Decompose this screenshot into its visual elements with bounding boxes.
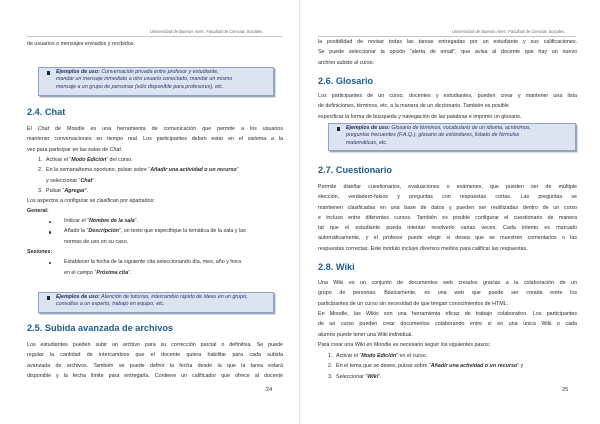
emphasis-text: Chat: [109, 146, 121, 153]
page-number: 24: [266, 387, 273, 393]
general-continuation: normas de uso en su caso.: [64, 239, 129, 245]
subida-paragraph-line: Los estudiantes pueden subir un archivo para su corrección parcial o definitiva. Se puede: [27, 342, 283, 348]
general-item: Indicar el “Nombre de la sala”.: [64, 218, 138, 224]
subida-paragraph-line: avanzada de archivos. También se puede definir la fecha desde la que la tarea estará: [27, 362, 283, 369]
chat-paragraph-line: vez para participar en las salas de Chat.: [27, 146, 123, 153]
wiki-paragraph-1: [318, 278, 577, 309]
subida-paragraph-line: disponible y la fecha límite para entregarla. Contiene un calificador que ofrece al docente: [27, 372, 283, 379]
cuestionario-paragraph: [318, 182, 577, 254]
section-heading-chat: 2.4. Chat: [27, 107, 66, 117]
page-right: [300, 0, 600, 424]
cuestionario-paragraph-line: elección, verdadero-falsos y preguntas con respuestas cortas. Las preguntas se: [318, 194, 577, 201]
glosario-paragraph-line: especificar la forma de búsqueda y navegación de las palabras e imprimir un glosario.: [318, 113, 522, 120]
section-heading-cuestionario: 2.7. Cuestionario: [318, 165, 393, 175]
wiki-step-item: Activar el “Modo Edición” en el curso.: [336, 353, 428, 359]
intro-paragraph-line: Se puede seleccionar la opción “alerta de email”, que avisa al docente que hay un nuevo: [318, 49, 577, 56]
glosario-paragraph-line: Los participantes de un curso, docentes y estudiantes, pueden crear y mantener una lista: [318, 93, 577, 99]
sesiones-item: Establecer la fecha de la siguiente cita seleccionando día, mes, año y hora: [64, 259, 242, 265]
wiki-paragraph-2-line: alumno puede tener una Wiki individual.: [318, 331, 413, 338]
example-label: Ejemplos de uso:: [56, 293, 100, 300]
wiki-paragraph-2-line: En Moodle, las Wikis son una herramienta eficaz de trabajo colaborativo. Los participantes: [318, 311, 577, 317]
general-label: General:: [27, 208, 49, 214]
subida-paragraph: [27, 340, 283, 381]
square-bullet-icon: [337, 127, 340, 130]
config-intro: Los aspectos a configurar se clasifican por apartados:: [27, 198, 155, 204]
wiki-paragraph-1-line: Una Wiki es un conjunto de documentos web creados gracias a la colaboración de un: [318, 280, 577, 286]
example-text: mandar un mensaje inmediato a otro usuario conectado, mandar un mismo: [56, 76, 233, 83]
bullet-dot: [49, 221, 51, 223]
sesiones-label: Sesiones:: [27, 249, 53, 255]
wiki-step-item: Seleccionar “Wiki”.: [336, 373, 382, 380]
wiki-step-item: En el tema que se desee, pulsar sobre “Añadir una actividad o un recurso” y: [336, 363, 524, 370]
example-text: mensaje a un grupo de personas (sólo disponible para profesores), etc.: [56, 84, 224, 91]
running-header: Universidad de Buenos Aires. Facultad de Ciencias Sociales.: [452, 29, 566, 34]
example-box-glosario: [328, 123, 576, 151]
bullet-dot: [49, 262, 51, 264]
sesiones-continuation: en el campo “Próxima cita”.: [64, 270, 132, 276]
cuestionario-paragraph-line: mantienen clasificadas en una base de datos y pueden ser reutilizadas dentro de un curso: [318, 204, 577, 211]
chat-step-item: y seleccionar “Chat”.: [46, 177, 96, 184]
example-box-chat: [38, 292, 274, 313]
chat-step-number: 3.: [38, 187, 43, 194]
example-label: Ejemplos de uso:: [56, 68, 100, 75]
chat-step-item: En la semana/tema oportuno, pulsar sobre “Añadir una actividad o un recurso”: [46, 167, 239, 174]
wiki-step-number: 1.: [328, 353, 333, 359]
example-label: Ejemplos de uso:: [346, 124, 390, 131]
cuestionario-paragraph-line: Permite diseñar cuestionarios, evaluaciones o exámenes, que pueden ser de múltiple: [318, 184, 577, 190]
cuestionario-paragraph-line: automáticamente, y el profesor puede elegir si desea que se muestren comentarios o las: [318, 235, 577, 242]
chat-step-number: 2.: [38, 167, 43, 174]
chat-paragraph-line: El Chat de Moodle es una herramienta de comunicación que permite a los usuarios: [27, 126, 283, 132]
square-bullet-icon: [47, 71, 50, 74]
square-bullet-icon: [47, 296, 50, 299]
chat-step-number: 1.: [38, 157, 43, 163]
chat-paragraph-line: mantener conversaciones en tiempo real. Los participantes deben estar en el sistema a la: [27, 136, 283, 143]
example-text: Glosario de términos, vocabulario de un idioma, acrónimos,: [391, 124, 531, 131]
example-text: matemáticas, etc.: [346, 140, 388, 147]
general-item: Añadir la “Descripción”, un texto que especifique la temática de la sala y las: [64, 228, 246, 235]
bullet-dot: [49, 231, 51, 233]
example-text: Conversación privada entre profesor y estudiante,: [101, 68, 219, 75]
wiki-step-number: 2.: [328, 363, 333, 370]
glosario-paragraph-line: de definiciones, términos, etc, a la manera de un diccionario. También es posible: [318, 103, 509, 110]
wiki-step-number: 3.: [328, 373, 333, 380]
example-box-messages: [38, 67, 274, 96]
intro-paragraph: [318, 37, 577, 68]
intro-line: de usuarios o mensajes enviados y recibidos.: [27, 41, 135, 47]
header-rule: [27, 36, 282, 37]
example-text: preguntas frecuentes (F.A.Q.), glosario de estándares, listado de fórmulas: [346, 132, 520, 139]
subida-paragraph-line: regular la cantidad de intercambios que el docente quiera habilitar para cada subida: [27, 352, 283, 359]
page-number: 25: [562, 387, 569, 393]
emphasis-text: Chat: [37, 126, 50, 132]
glosario-paragraph: [318, 91, 577, 122]
chat-paragraph: [27, 124, 283, 155]
intro-paragraph-line: archivo subido al curso.: [318, 59, 375, 66]
section-heading-wiki: 2.8. Wiki: [318, 262, 355, 272]
intro-paragraph-line: la posibilidad de revisar todas las tareas entregadas por un estudiante y sus calificaciones.: [318, 39, 577, 45]
wiki-paragraph-1-line: participantes de un curso sin necesidad de que tengan conocimientos de HTML.: [318, 300, 509, 307]
cuestionario-paragraph-line: e incluso entre diferentes cursos. También es posible configurar el cuestionario de manera: [318, 214, 577, 221]
cuestionario-paragraph-line: tal que el estudiante pueda intentar resolverlo varias veces. Cada intento es marcado: [318, 225, 577, 232]
chat-step-item: Activar el “Modo Edición” del curso.: [46, 157, 133, 163]
example-text: Atención de tutorías, intercambio rápido de ideas en un grupo,: [101, 293, 248, 300]
wiki-paragraph-2: [318, 309, 577, 340]
cuestionario-paragraph-line: respuestas correctas. Este módulo incluye diversos medios para calificar las respuestas.: [318, 245, 528, 252]
example-text: consultas a un experto, trabajo en equipo, etc.: [56, 301, 165, 308]
wiki-paragraph-2-line: de un curso pueden crear documentos colaborando entre sí en una única Wiki o cada: [318, 321, 577, 328]
wiki-steps-intro: Para crear una Wiki en Moodle es necesario seguir los siguientes pasos:: [318, 342, 491, 348]
wiki-paragraph-1-line: grupo de personas. Básicamente, es una web que puede ser creada entre los: [318, 290, 577, 297]
chat-step-item: Pulsar “Agregar”.: [46, 187, 89, 194]
running-header: Universidad de Buenos Aires. Facultad de Ciencias Sociales.: [150, 29, 264, 34]
section-heading-glosario: 2.6. Glosario: [318, 76, 374, 86]
section-heading-subida: 2.5. Subida avanzada de archivos: [27, 323, 174, 333]
